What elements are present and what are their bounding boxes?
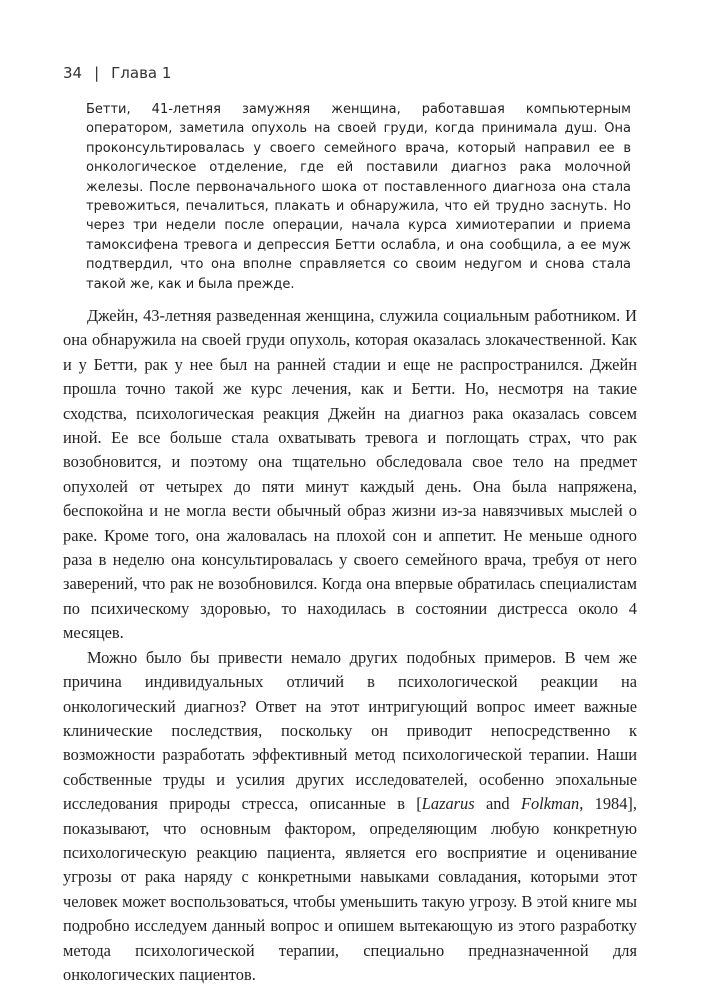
header-separator: | <box>94 64 100 82</box>
chapter-title: Глава 1 <box>111 64 172 82</box>
paragraph-discussion-end: , показывают, что основным фактором, определяющим любую конкретную психологическую реакцию пациента, является его восприятие и оценивание угрозы от рака наряду с конкретными навыками совладания, которыми этот человек может воспользоваться, чтобы уменьшить такую угрозу. В этой книге мы подробно исследуем данный вопрос и опишем вытекающую из этого разработку метода психологической терапии, специально предназначенной для онкологических пациентов. <box>63 794 637 984</box>
citation-and: and <box>474 794 521 814</box>
paragraph-discussion-start: Можно было бы привести немало других подобных примеров. В чем же причина индивидуальных отличий в психологической реакции на онкологический диагноз? Ответ на этот интригующий вопрос имеет важные клинические последствия, поскольку он приводит непосредственно к возможности разработать эффективный метод психологической терапии. Наши собственные труды и усилия других исследователей, особенно эпохальные исследования природы стресса, описанные в [ <box>63 647 637 814</box>
citation-year: , 1984] <box>579 794 633 814</box>
paragraph-discussion <box>63 646 637 988</box>
citation-author-lazarus: Lazarus <box>421 794 475 814</box>
running-head <box>63 64 171 82</box>
page-number: 34 <box>63 64 83 82</box>
paragraph-jane-case: Джейн, 43-летняя разведенная женщина, служила социальным работником. И она обнаружила на своей груди опухоль, которая оказалась злокачественной. Как и у Бетти, рак у нее был на ранней стадии и еще не распространился. Джейн прошла точно такой же курс лечения, как и Бетти. Но, несмотря на такие сходства, психологическая реакция Джейн на диагноз рака оказалась совсем иной. Ее все больше стала охватывать тревога и поглощать страх, что рак возобновится, и поэтому она тщательно обследовала свое тело на предмет опухолей от четырех до пяти минут каждый день. Она была напряжена, беспокойна и не могла вести обычный образ жизни из-за навязчивых мыслей о раке. Кроме того, она жаловалась на плохой сон и аппетит. Не меньше одного раза в неделю она консультировалась у своего семейного врача, требуя от него заверений, что рак не возобновился. Когда она впервые обратилась специалистам по психическому здоровью, то находилась в состоянии дистресса около 4 месяцев. <box>63 306 637 643</box>
body-text <box>63 304 637 987</box>
case-example-betty: Бетти, 41-летняя замужняя женщина, работавшая компьютерным оператором, заметила опухоль на своей груди, когда принимала душ. Она проконсультировалась у своего семейного врача, который направил ее в онкологическое отделение, где ей поставили диагноз рака молочной железы. После первоначального шока от поставленного диагноза она стала тревожиться, печалиться, плакать и обнаружила, что ей трудно заснуть. Но через три недели после операции, начала курса химиотерапии и приема тамоксифена тревога и депрессия Бетти ослабла, и она сообщила, а ее муж подтвердил, что она вполне справляется со своим недугом и снова стала такой же, как и была прежде. <box>86 102 631 292</box>
citation-author-folkman: Folkman <box>520 794 580 814</box>
